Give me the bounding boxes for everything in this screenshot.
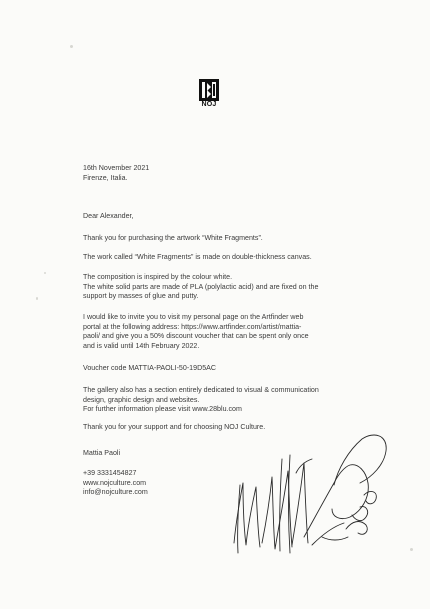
paragraph-4-line: portal at the following address: https://www.artfinder.com/artist/mattia- bbox=[83, 322, 302, 331]
date-block bbox=[83, 164, 149, 183]
paragraph-5-line: For further information please visit www.28blu.com bbox=[83, 405, 242, 414]
contact-phone: +39 3331454827 bbox=[83, 469, 137, 477]
noj-logo-icon bbox=[199, 79, 219, 101]
paragraph-1 bbox=[83, 234, 263, 244]
greeting-text: Dear Alexander, bbox=[83, 212, 134, 220]
scan-speck bbox=[36, 297, 38, 300]
paragraph-3-line: support by masses of glue and putty. bbox=[83, 292, 199, 301]
paragraph-5-line: The gallery also has a section entirely dedicated to visual & communication bbox=[83, 386, 319, 394]
paragraph-4-line: paoli/ and give you a 50% discount voucher that can be spent only once bbox=[83, 332, 309, 341]
contact-website: www.nojculture.com bbox=[83, 478, 147, 487]
paragraph-2-text: The work called “White Fragments” is made on double-thickness canvas. bbox=[83, 253, 312, 261]
letter-date: 16th November 2021 bbox=[83, 164, 150, 172]
paragraph-2 bbox=[83, 253, 312, 263]
contact-email: info@nojculture.com bbox=[83, 488, 148, 497]
paragraph-5 bbox=[83, 386, 319, 415]
handwritten-signature bbox=[226, 425, 396, 575]
voucher-code-text: Voucher code MATTIA-PAOLI-50-19D5AC bbox=[83, 364, 216, 372]
paragraph-3-line: The composition is inspired by the colour white. bbox=[83, 273, 233, 281]
paragraph-1-text: Thank you for purchasing the artwork “White Fragments”. bbox=[83, 234, 263, 242]
voucher-code bbox=[83, 364, 216, 374]
scan-speck bbox=[410, 548, 413, 551]
contact-block bbox=[83, 469, 148, 498]
logo-wordmark: NOJ bbox=[201, 101, 217, 108]
paragraph-4-line: I would like to invite you to visit my personal page on the Artfinder web bbox=[83, 313, 304, 321]
paragraph-5-line: design, graphic design and websites. bbox=[83, 395, 200, 404]
signoff-name: Mattia Paoli bbox=[83, 449, 121, 457]
signoff bbox=[83, 449, 120, 459]
letter-place: Firenze, Italia. bbox=[83, 173, 128, 182]
paragraph-3 bbox=[83, 273, 318, 302]
thanks-text: Thank you for your support and for choosing NOJ Culture. bbox=[83, 423, 266, 431]
scan-speck bbox=[70, 45, 73, 48]
scan-speck bbox=[44, 272, 46, 274]
greeting bbox=[83, 212, 133, 222]
paragraph-3-line: The white solid parts are made of PLA (polylactic acid) and are fixed on the bbox=[83, 282, 319, 291]
paragraph-4-line: and is valid until 14th February 2022. bbox=[83, 341, 200, 350]
paragraph-4 bbox=[83, 313, 309, 351]
